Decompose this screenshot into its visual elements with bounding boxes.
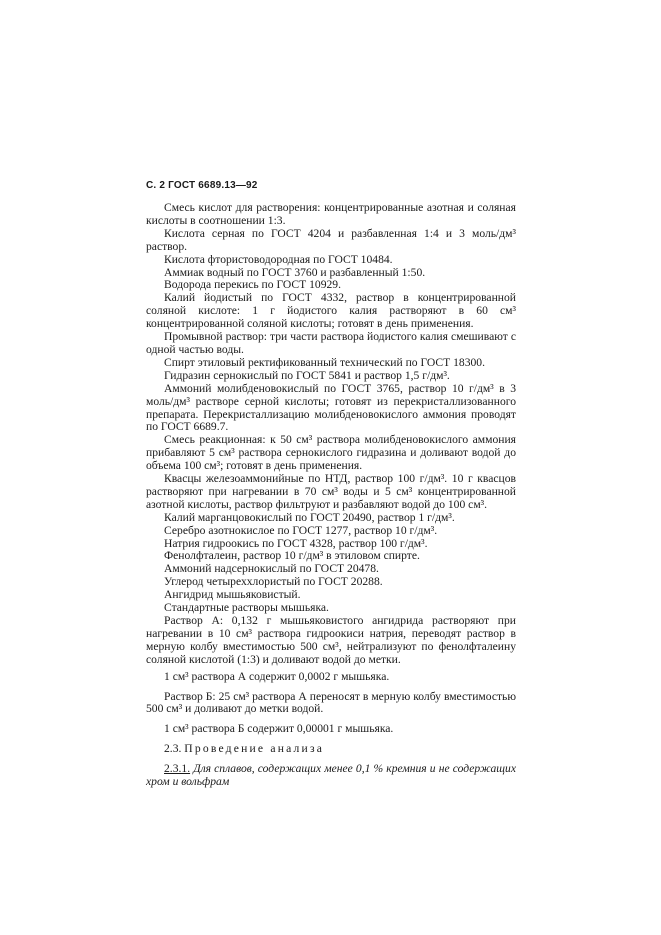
paragraph: Водорода перекись по ГОСТ 10929. (164, 278, 341, 292)
page-header: С. 2 ГОСТ 6689.13—92 (146, 180, 258, 191)
paragraph: Серебро азотнокислое по ГОСТ 1277, раствор 10 г/дм³. (164, 523, 438, 537)
paragraph: Кислота фтористоводородная по ГОСТ 10484. (164, 252, 393, 266)
paragraph: Смесь реакционная: к 50 см³ раствора молибденовокислого аммония прибавляют 5 см³ раствора сернокислого гидразина и доливают водой до объема 100 см³; готовят в день применения. (146, 433, 516, 473)
paragraph: Натрия гидроокись по ГОСТ 4328, раствор 100 г/дм³. (164, 536, 428, 550)
paragraph: Квасцы железоаммонийные по НТД, раствор 100 г/дм³. 10 г квасцов растворяют при нагревании в 70 см³ воды и 5 см³ концентрированной азотной кислоты, раствор фильтруют и разбавляют водой до 100 см³. (146, 472, 516, 511)
paragraph: Раствор А: 0,132 г мышьяковистого ангидрида растворяют при нагревании в 10 см³ раствора гидроокиси натрия, переводят раствор в мерную колбу вместимостью 500 см³, нейтрализуют по фенолфталеину соляной кислотой (1:3) и доливают водой до метки. (146, 614, 516, 666)
paragraph: 1 см³ раствора А содержит 0,0002 г мышьяка. (164, 669, 390, 683)
subsection-heading (146, 763, 516, 789)
paragraph: Стандартные растворы мышьяка. (164, 601, 329, 615)
paragraph: Промывной раствор: три части раствора йодистого калия смешивают с одной частью воды. (146, 330, 516, 356)
paragraph: Аммоний молибденовокислый по ГОСТ 3765, раствор 10 г/дм³ в 3 моль/дм³ растворе серной кислоты; готовят из перекристаллизованного препарата. Перекристаллизацию молибденовокислого аммония проводят по ГОСТ 6689.7. (146, 381, 516, 434)
paragraph: 1 см³ раствора Б содержит 0,00001 г мышьяка. (164, 722, 394, 736)
paragraph: Спирт этиловый ректификованный технический по ГОСТ 18300. (164, 355, 486, 369)
document-body (146, 202, 516, 789)
section-heading (146, 743, 516, 756)
paragraph: Аммиак водный по ГОСТ 3760 и разбавленный 1:50. (164, 265, 426, 279)
subsection-number: 2.3.1. (164, 762, 191, 776)
paragraph: Фенолфталеин, раствор 10 г/дм³ в этиловом спирте. (164, 549, 420, 563)
paragraph: Раствор Б: 25 см³ раствора А переносят в мерную колбу вместимостью 500 см³ и доливают до метки водой. (146, 689, 516, 716)
paragraph: Смесь кислот для растворения: концентрированные азотная и соляная кислоты в соотношении 1:3. (146, 201, 516, 227)
paragraph: Аммоний надсернокислый по ГОСТ 20478. (164, 562, 379, 576)
paragraph: Кислота серная по ГОСТ 4204 и разбавленная 1:4 и 3 моль/дм³ раствор. (146, 226, 516, 253)
paragraph: Калий йодистый по ГОСТ 4332, раствор в концентрированной соляной кислоте: 1 г йодистого калия растворяют в 60 см³ концентрированной соляной кислоты; готовят в день применения. (146, 291, 516, 331)
section-number: 2.3. (164, 742, 182, 756)
paragraph: Калий марганцовокислый по ГОСТ 20490, раствор 1 г/дм³. (164, 510, 455, 524)
paragraph: Ангидрид мышьяковистый. (164, 588, 301, 602)
subsection-text: Для сплавов, содержащих менее 0,1 % кремния и не содержащих хром и вольфрам (146, 762, 516, 789)
paragraph: Гидразин сернокислый по ГОСТ 5841 и раствор 1,5 г/дм³. (164, 368, 450, 382)
section-title: Проведение анализа (184, 742, 325, 756)
paragraph: Углерод четыреххлористый по ГОСТ 20288. (164, 575, 383, 589)
